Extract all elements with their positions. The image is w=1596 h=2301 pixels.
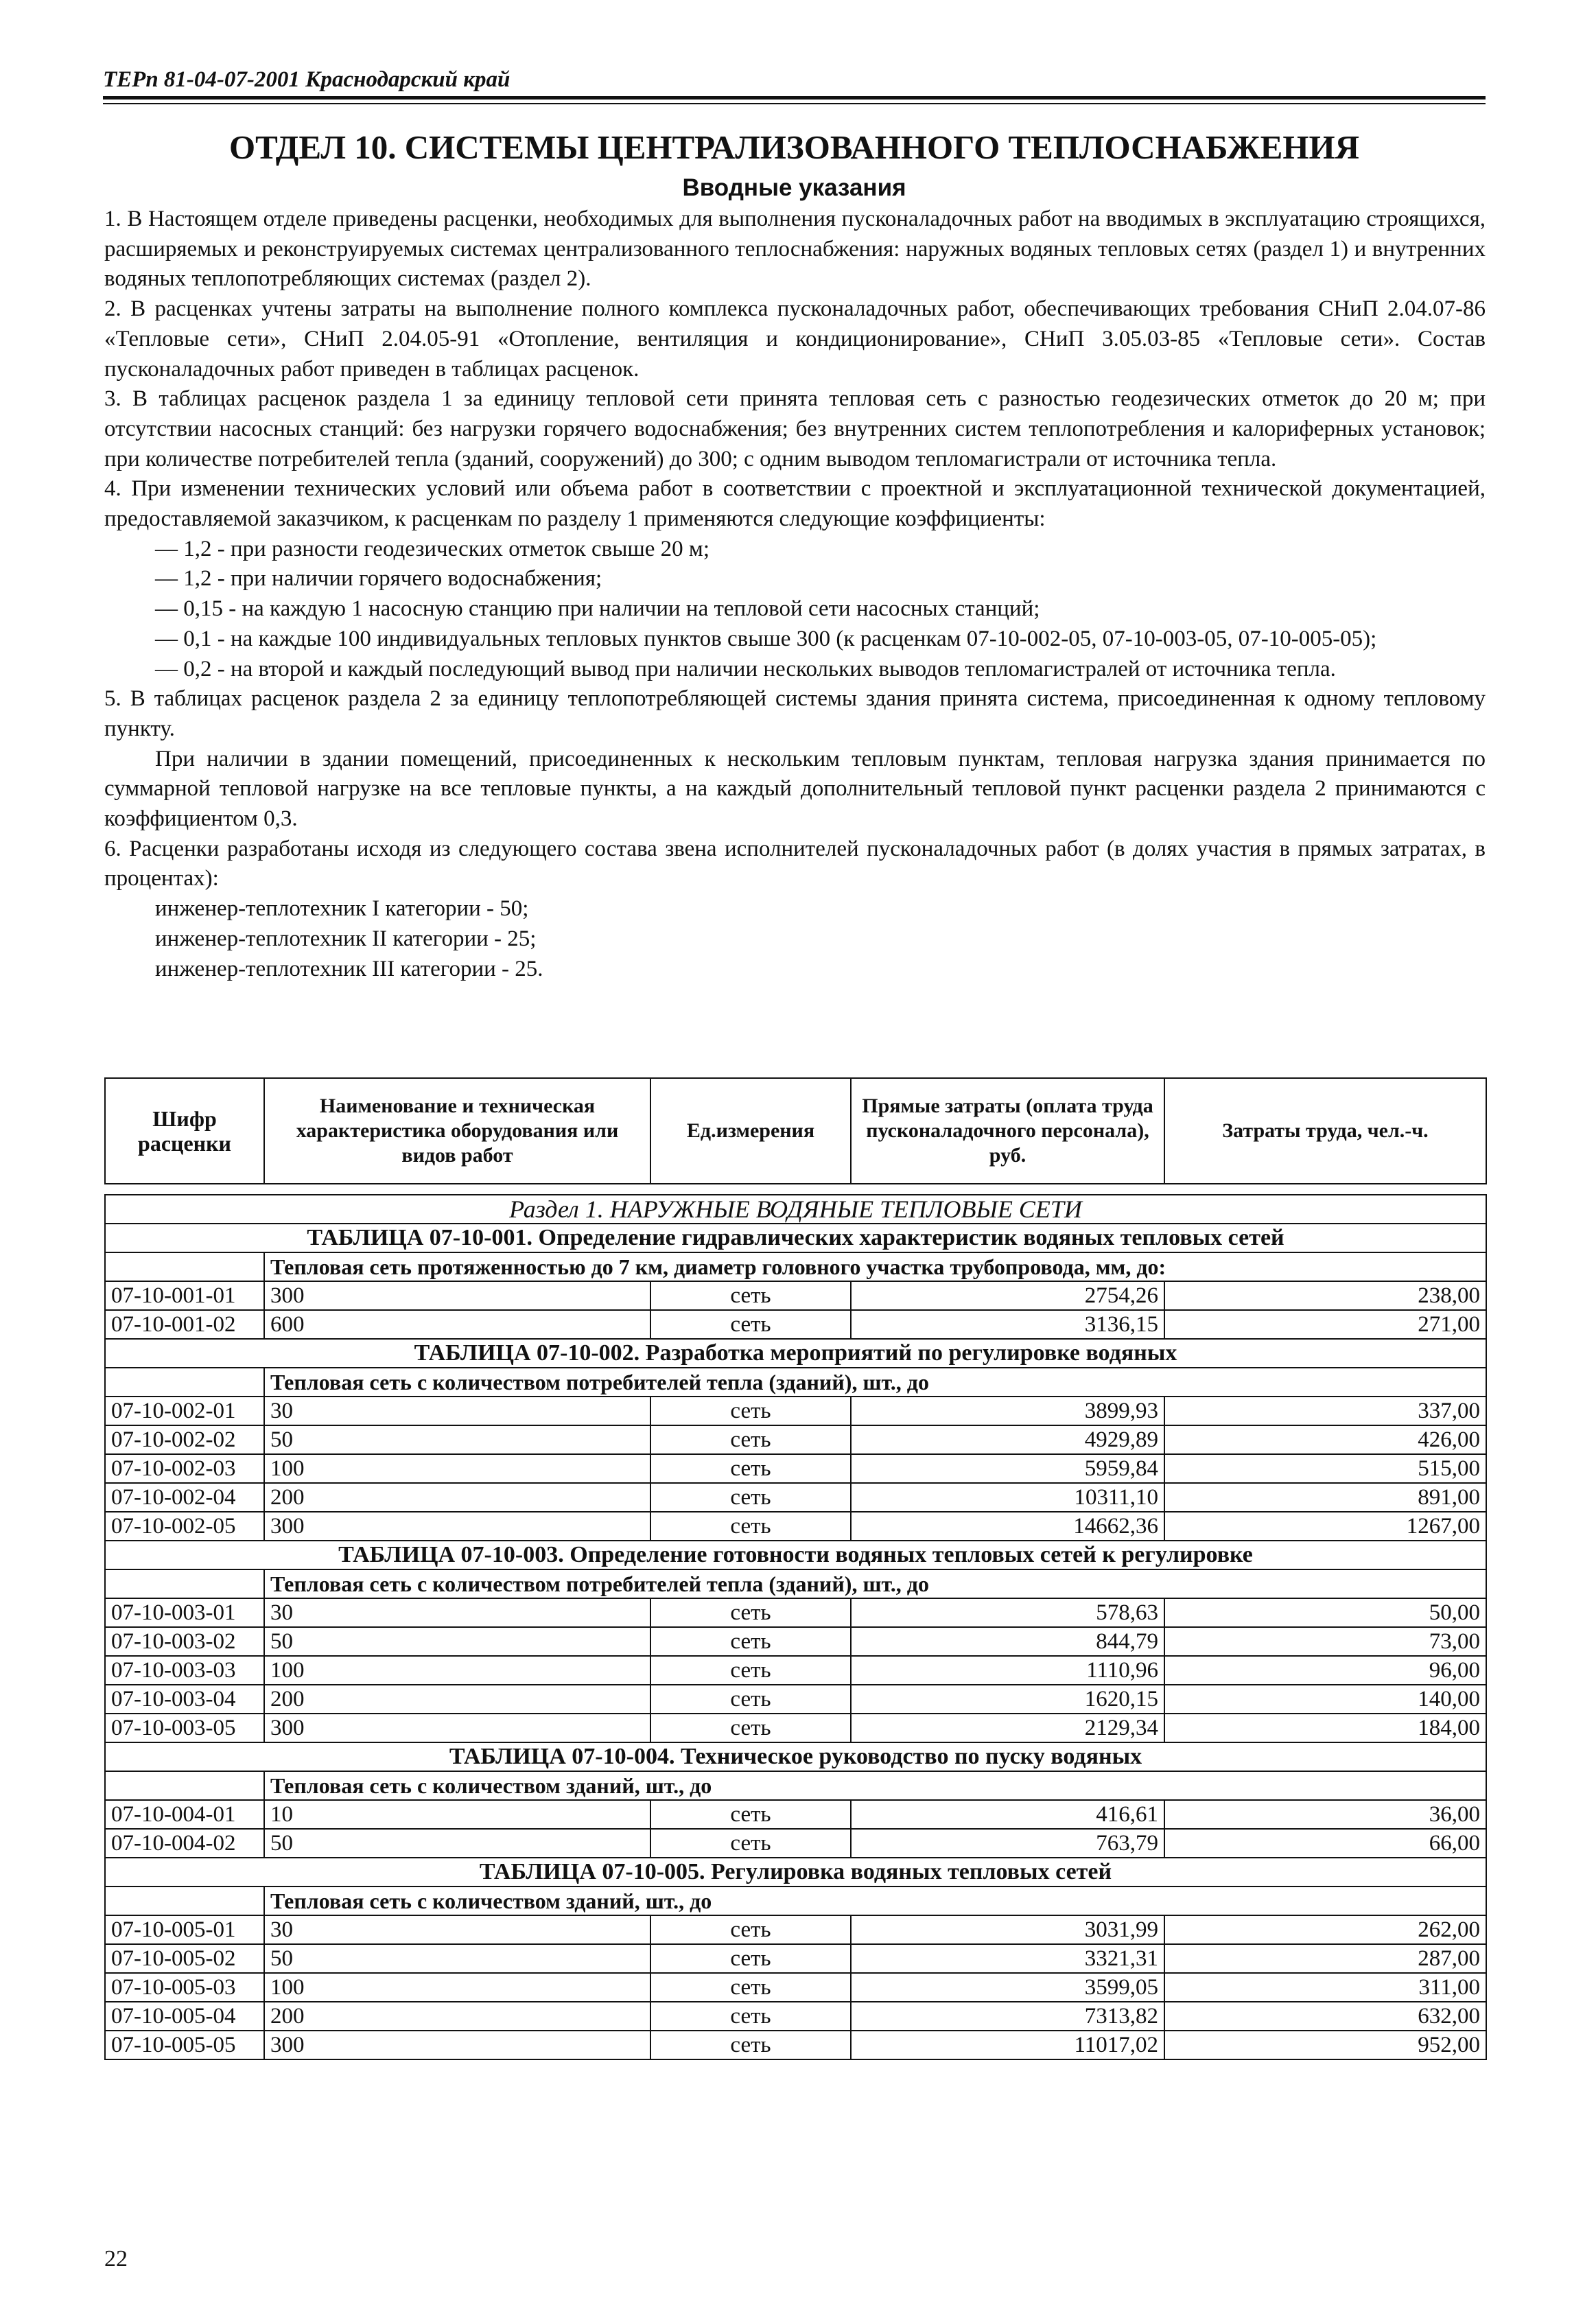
group-code-cell <box>105 1368 264 1397</box>
rate-code: 07-10-002-04 <box>105 1483 264 1512</box>
rate-param: 30 <box>264 1915 650 1944</box>
rate-code: 07-10-005-02 <box>105 1944 264 1973</box>
rate-unit: сеть <box>650 1512 851 1541</box>
rate-labor: 50,00 <box>1164 1598 1486 1627</box>
table-row <box>105 1598 1486 1627</box>
rate-param: 200 <box>264 1685 650 1714</box>
table-row <box>105 2031 1486 2059</box>
group-title: Тепловая сеть протяженностью до 7 км, диаметр головного участка трубопровода, мм, до: <box>264 1252 1486 1281</box>
page-number: 22 <box>104 2246 128 2271</box>
rate-param: 50 <box>264 1425 650 1454</box>
rate-direct: 2754,26 <box>851 1281 1164 1310</box>
rate-unit: сеть <box>650 1656 851 1685</box>
coefficient-4: — 0,1 - на каждые 100 индивидуальных тепловых пунктов свыше 300 (к расценкам 07-10-002-05, 07-10-003-05, 07-10-005-05); <box>155 626 1377 651</box>
table-row <box>105 1973 1486 2002</box>
rate-param: 300 <box>264 2031 650 2059</box>
rate-labor: 238,00 <box>1164 1281 1486 1310</box>
rate-param: 200 <box>264 1483 650 1512</box>
rate-direct: 763,79 <box>851 1829 1164 1858</box>
rate-unit: сеть <box>650 1627 851 1656</box>
rate-direct: 10311,10 <box>851 1483 1164 1512</box>
rate-direct: 4929,89 <box>851 1425 1164 1454</box>
rate-labor: 66,00 <box>1164 1829 1486 1858</box>
rate-param: 10 <box>264 1800 650 1829</box>
rate-param: 30 <box>264 1598 650 1627</box>
rate-code: 07-10-004-02 <box>105 1829 264 1858</box>
rate-param: 50 <box>264 1627 650 1656</box>
rate-direct: 3136,15 <box>851 1310 1164 1339</box>
group-code-cell <box>105 1771 264 1800</box>
crew-item: инженер-теплотехник III категории - 25. <box>155 956 543 981</box>
rate-param: 50 <box>264 1829 650 1858</box>
intro-paragraph-6: 6. Расценки разработаны исходя из следующего состава звена исполнителей пусконаладочных работ (в долях участия в прямых затратах, в процентах): <box>104 836 1486 891</box>
rate-labor: 1267,00 <box>1164 1512 1486 1541</box>
rate-direct: 3599,05 <box>851 1973 1164 2002</box>
rate-direct: 1110,96 <box>851 1656 1164 1685</box>
table-row <box>105 1800 1486 1829</box>
rate-code: 07-10-002-01 <box>105 1397 264 1425</box>
rate-code: 07-10-003-03 <box>105 1656 264 1685</box>
rate-unit: сеть <box>650 1281 851 1310</box>
table-row <box>105 1685 1486 1714</box>
rate-unit: сеть <box>650 1454 851 1483</box>
table-row <box>105 1281 1486 1310</box>
rate-labor: 952,00 <box>1164 2031 1486 2059</box>
group-title: Тепловая сеть с количеством зданий, шт., до <box>264 1887 1486 1915</box>
coefficient-2: — 1,2 - при наличии горячего водоснабжения; <box>155 566 602 592</box>
rate-labor: 96,00 <box>1164 1656 1486 1685</box>
table-row <box>105 1915 1486 1944</box>
section-title: ОТДЕЛ 10. СИСТЕМЫ ЦЕНТРАЛИЗОВАННОГО ТЕПЛОСНАБЖЕНИЯ <box>229 128 1359 166</box>
table-title: ТАБЛИЦА 07-10-001. Определение гидравлических характеристик водяных тепловых сетей <box>105 1224 1486 1252</box>
rate-labor: 311,00 <box>1164 1973 1486 2002</box>
rate-unit: сеть <box>650 1973 851 2002</box>
rate-direct: 1620,15 <box>851 1685 1164 1714</box>
rate-unit: сеть <box>650 1800 851 1829</box>
table-row <box>105 1627 1486 1656</box>
intro-paragraph-4: 4. При изменении технических условий или объема работ в соответствии с проектной и эксплуатационной технической документацией, предоставляемой заказчиком, к расценкам по разделу 1 применяются следующие коэффициенты: <box>104 476 1486 532</box>
rate-code: 07-10-005-04 <box>105 2002 264 2031</box>
rate-param: 300 <box>264 1714 650 1742</box>
table-row <box>105 1656 1486 1685</box>
part-title: Раздел 1. НАРУЖНЫЕ ВОДЯНЫЕ ТЕПЛОВЫЕ СЕТИ <box>105 1195 1486 1224</box>
rate-code: 07-10-003-04 <box>105 1685 264 1714</box>
table-row <box>105 1397 1486 1425</box>
group-row <box>105 1771 1486 1800</box>
table-title: ТАБЛИЦА 07-10-005. Регулировка водяных тепловых сетей <box>105 1858 1486 1887</box>
table-title: ТАБЛИЦА 07-10-003. Определение готовности водяных тепловых сетей к регулировке <box>105 1541 1486 1569</box>
group-title: Тепловая сеть с количеством зданий, шт., до <box>264 1771 1486 1800</box>
rate-unit: сеть <box>650 1310 851 1339</box>
intro-title: Вводные указания <box>682 174 906 201</box>
crew-list <box>104 894 1486 984</box>
rate-labor: 184,00 <box>1164 1714 1486 1742</box>
table-title-row <box>105 1541 1486 1569</box>
rate-unit: сеть <box>650 2002 851 2031</box>
rate-direct: 14662,36 <box>851 1512 1164 1541</box>
rate-labor: 271,00 <box>1164 1310 1486 1339</box>
rate-labor: 262,00 <box>1164 1915 1486 1944</box>
group-code-cell <box>105 1252 264 1281</box>
rate-direct: 2129,34 <box>851 1714 1164 1742</box>
intro-paragraph-2: 2. В расценках учтены затраты на выполнение полного комплекса пусконаладочных работ, обеспечивающих требования СНиП 2.04.07-86 «Тепловые сети», СНиП 2.04.05-91 «Отопление, вентиляция и кондиционирование», СНиП 3.05.03-85 «Тепловые сети». Состав пусконаладочных работ приведен в таблицах расценок. <box>104 296 1486 382</box>
table-row <box>105 1425 1486 1454</box>
header-rule-thin <box>103 103 1486 104</box>
group-row <box>105 1887 1486 1915</box>
rate-labor: 337,00 <box>1164 1397 1486 1425</box>
part-row <box>105 1195 1486 1224</box>
rate-code: 07-10-001-02 <box>105 1310 264 1339</box>
intro-paragraph-5: 5. В таблицах расценок раздела 2 за единицу теплопотребляющей системы здания принята система, присоединенная к одному тепловому пункту. <box>104 686 1486 741</box>
table-row <box>105 1454 1486 1483</box>
rate-unit: сеть <box>650 1829 851 1858</box>
rate-unit: сеть <box>650 1685 851 1714</box>
rates-table <box>104 1077 1487 2060</box>
header-rule <box>103 96 1486 100</box>
crew-item: инженер-теплотехник II категории - 25; <box>155 926 537 951</box>
rate-param: 100 <box>264 1973 650 2002</box>
rate-labor: 632,00 <box>1164 2002 1486 2031</box>
intro-text <box>104 205 1486 984</box>
header-direct-costs: Прямые затраты (оплата труда пусконаладочного персонала), руб. <box>851 1078 1164 1184</box>
table-title-row <box>105 1224 1486 1252</box>
group-row <box>105 1252 1486 1281</box>
running-header: ТЕРп 81-04-07-2001 Краснодарский край <box>103 67 511 92</box>
rate-code: 07-10-001-01 <box>105 1281 264 1310</box>
group-row <box>105 1368 1486 1397</box>
table-row <box>105 1512 1486 1541</box>
header-unit: Ед.измерения <box>650 1078 851 1184</box>
group-code-cell <box>105 1569 264 1598</box>
rate-unit: сеть <box>650 1915 851 1944</box>
rate-code: 07-10-004-01 <box>105 1800 264 1829</box>
table-row <box>105 2002 1486 2031</box>
group-code-cell <box>105 1887 264 1915</box>
rate-code: 07-10-003-01 <box>105 1598 264 1627</box>
rate-direct: 3899,93 <box>851 1397 1164 1425</box>
rate-code: 07-10-003-05 <box>105 1714 264 1742</box>
rate-direct: 844,79 <box>851 1627 1164 1656</box>
rate-code: 07-10-005-03 <box>105 1973 264 2002</box>
rate-param: 30 <box>264 1397 650 1425</box>
rate-param: 50 <box>264 1944 650 1973</box>
rate-labor: 36,00 <box>1164 1800 1486 1829</box>
table-title: ТАБЛИЦА 07-10-004. Техническое руководство по пуску водяных <box>105 1742 1486 1771</box>
rate-unit: сеть <box>650 1397 851 1425</box>
table-row <box>105 1483 1486 1512</box>
rate-code: 07-10-002-05 <box>105 1512 264 1541</box>
crew-item: инженер-теплотехник I категории - 50; <box>155 896 529 922</box>
table-row <box>105 1944 1486 1973</box>
rate-param: 200 <box>264 2002 650 2031</box>
rate-labor: 73,00 <box>1164 1627 1486 1656</box>
header-code: Шифр расценки <box>105 1078 264 1184</box>
rate-code: 07-10-005-05 <box>105 2031 264 2059</box>
intro-paragraph-1: 1. В Настоящем отделе приведены расценки, необходимых для выполнения пусконаладочных работ на вводимых в эксплуатацию строящихся, расширяемых и реконструируемых системах централизованного теплоснабжения: наружных водяных тепловых сетях (раздел 1) и внутренних водяных теплопотребляющих системах (раздел 2). <box>104 207 1486 292</box>
rate-direct: 7313,82 <box>851 2002 1164 2031</box>
table-title-row <box>105 1742 1486 1771</box>
rate-param: 300 <box>264 1512 650 1541</box>
rate-unit: сеть <box>650 1483 851 1512</box>
header-labor-costs: Затраты труда, чел.-ч. <box>1164 1078 1486 1184</box>
table-title-row <box>105 1339 1486 1368</box>
rate-direct: 578,63 <box>851 1598 1164 1627</box>
rate-direct: 416,61 <box>851 1800 1164 1829</box>
rate-param: 600 <box>264 1310 650 1339</box>
rate-direct: 11017,02 <box>851 2031 1164 2059</box>
group-title: Тепловая сеть с количеством потребителей тепла (зданий), шт., до <box>264 1569 1486 1598</box>
group-title: Тепловая сеть с количеством потребителей тепла (зданий), шт., до <box>264 1368 1486 1397</box>
table-title: ТАБЛИЦА 07-10-002. Разработка мероприятий по регулировке водяных <box>105 1339 1486 1368</box>
rate-code: 07-10-002-02 <box>105 1425 264 1454</box>
header-name: Наименование и техническая характеристика оборудования или видов работ <box>264 1078 650 1184</box>
table-row <box>105 1714 1486 1742</box>
intro-paragraph-3: 3. В таблицах расценок раздела 1 за единицу тепловой сети принята тепловая сеть с разностью геодезических отметок до 20 м; при отсутствии насосных станций: без нагрузки горячего водоснабжения; без внутренних систем теплопотребления и калориферных установок; при количестве потребителей тепла (зданий, сооружений) до 300; с одним выводом тепломагистрали от источника тепла. <box>104 386 1486 471</box>
rate-unit: сеть <box>650 1944 851 1973</box>
rate-code: 07-10-002-03 <box>105 1454 264 1483</box>
table-header-row <box>105 1078 1486 1184</box>
rate-direct: 3321,31 <box>851 1944 1164 1973</box>
rate-param: 100 <box>264 1454 650 1483</box>
rate-unit: сеть <box>650 1598 851 1627</box>
rate-param: 100 <box>264 1656 650 1685</box>
table-row <box>105 1829 1486 1858</box>
rate-labor: 140,00 <box>1164 1685 1486 1714</box>
rate-direct: 5959,84 <box>851 1454 1164 1483</box>
rate-labor: 515,00 <box>1164 1454 1486 1483</box>
coefficient-3: — 0,15 - на каждую 1 насосную станцию при наличии на тепловой сети насосных станций; <box>155 596 1040 622</box>
intro-paragraph-5b: При наличии в здании помещений, присоединенных к нескольким тепловым пунктам, тепловая нагрузка здания принимается по суммарной тепловой нагрузке на все тепловые пункты, а на каждый дополнительный тепловой пункт расценки раздела 2 принимаются с коэффициентом 0,3. <box>104 746 1486 832</box>
rate-unit: сеть <box>650 2031 851 2059</box>
coefficient-5: — 0,2 - на второй и каждый последующий вывод при наличии нескольких выводов тепломагистралей от источника тепла. <box>155 656 1336 681</box>
rate-labor: 287,00 <box>1164 1944 1486 1973</box>
rate-param: 300 <box>264 1281 650 1310</box>
group-row <box>105 1569 1486 1598</box>
coefficient-1: — 1,2 - при разности геодезических отметок свыше 20 м; <box>155 536 709 561</box>
rate-labor: 426,00 <box>1164 1425 1486 1454</box>
rate-labor: 891,00 <box>1164 1483 1486 1512</box>
rate-code: 07-10-005-01 <box>105 1915 264 1944</box>
table-row <box>105 1310 1486 1339</box>
table-title-row <box>105 1858 1486 1887</box>
rate-unit: сеть <box>650 1714 851 1742</box>
rate-direct: 3031,99 <box>851 1915 1164 1944</box>
rate-unit: сеть <box>650 1425 851 1454</box>
rate-code: 07-10-003-02 <box>105 1627 264 1656</box>
